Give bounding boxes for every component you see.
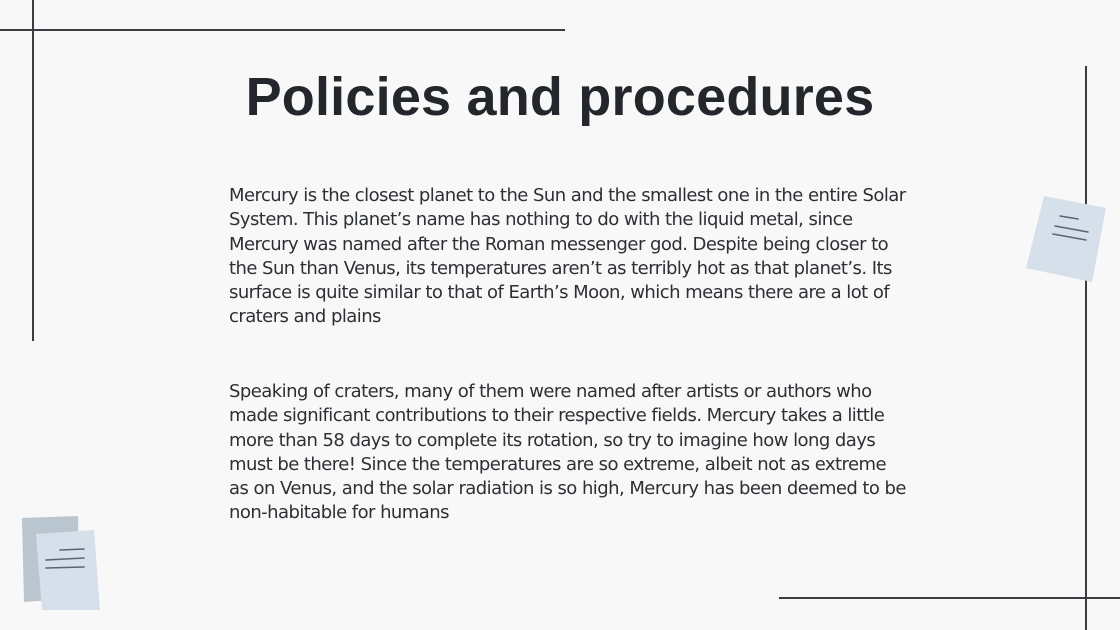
slide-title: Policies and procedures	[245, 67, 875, 127]
paper-stack-icon	[18, 512, 108, 616]
right-vertical-line	[1085, 66, 1087, 630]
left-vertical-line	[32, 0, 34, 341]
body-paragraph-1: Mercury is the closest planet to the Sun and the smallest one in the entire Solar System. This planet’s name has nothing to do with the liquid metal, since Mercury was named after the Roman messenger god. Despite being closer to the Sun than Venus, its temperatures aren’t as terribly hot as that planet’s. Its surface is quite similar to that of Earth’s Moon, which means there are a lot of craters and plains	[229, 185, 906, 328]
top-horizontal-line	[0, 29, 565, 31]
paper-note-icon	[1022, 190, 1112, 288]
bottom-horizontal-line	[779, 597, 1120, 599]
body-paragraph-2: Speaking of craters, many of them were named after artists or authors who made significant contributions to their respective fields. Mercury takes a little more than 58 days to complete its rotation, so try to imagine how long days must be there! Since the temperatures are so extreme, albeit not as extreme as on Venus, and the solar radiation is so high, Mercury has been deemed to be non-habitable for humans	[229, 381, 906, 524]
